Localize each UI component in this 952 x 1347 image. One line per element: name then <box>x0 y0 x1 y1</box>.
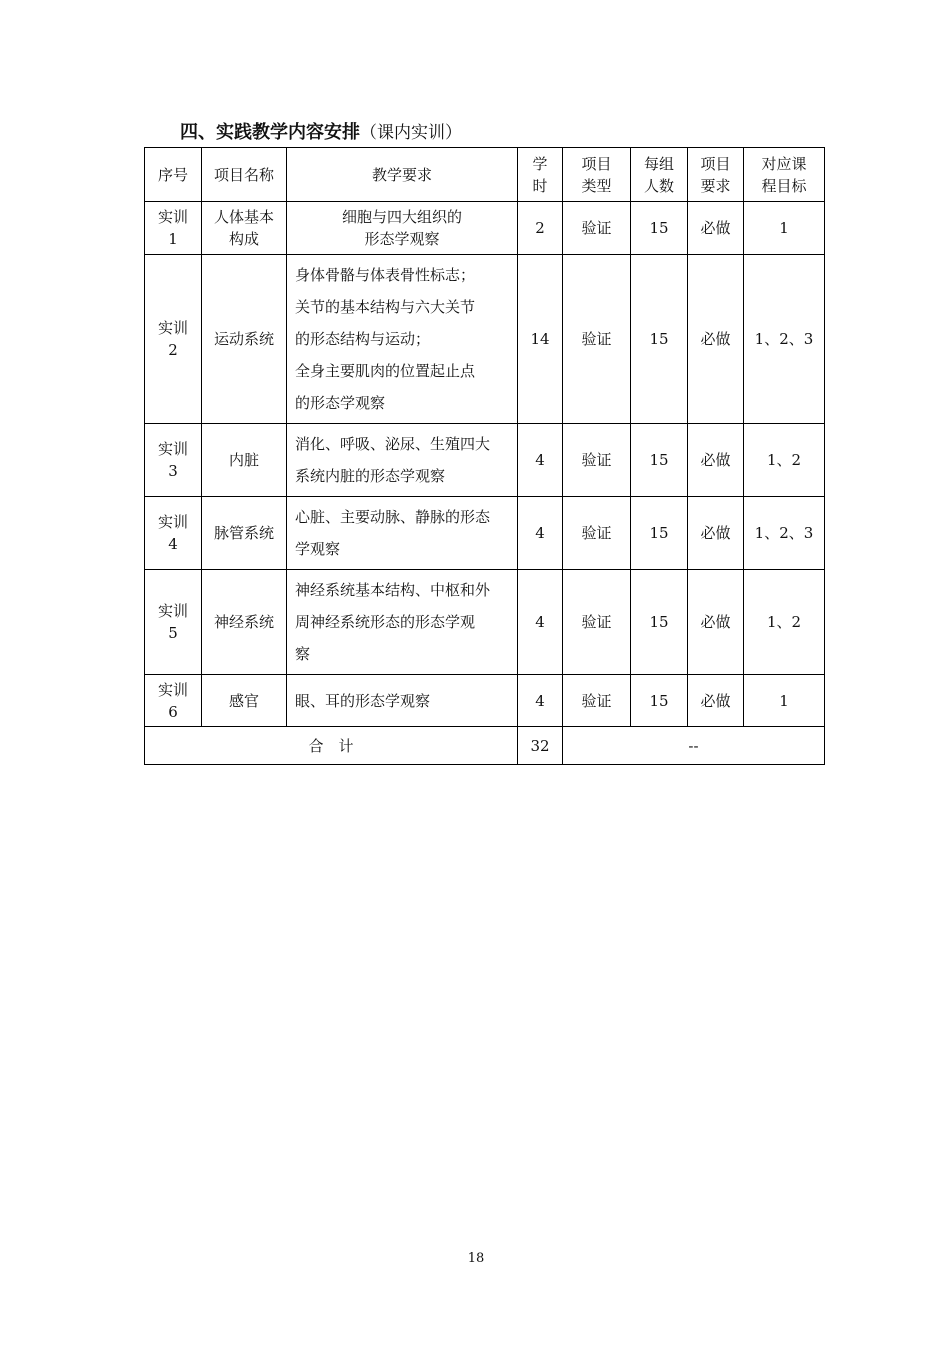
table-row <box>145 202 825 255</box>
req-line: 的形态结构与运动； <box>295 330 431 348</box>
header-hours <box>518 148 563 202</box>
header-goal-line2: 程目标 <box>761 176 807 195</box>
seq-line2: 4 <box>168 535 178 553</box>
cell-name: 神经系统 <box>202 570 287 675</box>
header-must <box>688 148 744 202</box>
table-row <box>145 255 825 424</box>
req-line: 学观察 <box>295 540 341 558</box>
cell-seq <box>145 675 202 727</box>
req-line: 察 <box>295 645 311 663</box>
table-header-row <box>145 148 825 202</box>
header-must-line2: 要求 <box>700 176 731 195</box>
header-name: 项目名称 <box>202 148 287 202</box>
cell-name: 内脏 <box>202 424 287 497</box>
req-line: 眼、耳的形态学观察 <box>295 691 431 710</box>
cell-requirement <box>287 675 518 727</box>
seq-line1: 实训 <box>157 602 188 620</box>
seq-line1: 实训 <box>157 319 188 337</box>
cell-must: 必做 <box>688 424 744 497</box>
cell-goal: 1、2 <box>744 570 825 675</box>
seq-line2: 6 <box>168 702 178 721</box>
cell-hours: 14 <box>518 255 563 424</box>
cell-goal: 1、2 <box>744 424 825 497</box>
req-line: 全身主要肌肉的位置起止点 <box>295 362 476 380</box>
practice-schedule-table <box>144 147 825 765</box>
table-row <box>145 570 825 675</box>
cell-seq <box>145 424 202 497</box>
section-title: 四、实践教学内容安排 <box>180 122 360 143</box>
seq-line1: 实训 <box>157 680 188 699</box>
req-line: 细胞与四大组织的 <box>341 208 462 226</box>
cell-requirement <box>287 202 518 255</box>
section-heading <box>180 120 462 146</box>
cell-name: 运动系统 <box>202 255 287 424</box>
cell-group: 15 <box>631 570 688 675</box>
req-line: 心脏、主要动脉、静脉的形态 <box>295 508 491 526</box>
header-goal <box>744 148 825 202</box>
table-row <box>145 497 825 570</box>
table-total-row <box>145 727 825 765</box>
table-row <box>145 424 825 497</box>
header-requirement: 教学要求 <box>287 148 518 202</box>
req-line: 消化、呼吸、泌尿、生殖四大 <box>295 435 491 453</box>
header-type-line2: 类型 <box>581 176 612 195</box>
section-subtitle: （课内实训） <box>360 123 462 143</box>
total-label: 合 计 <box>145 727 518 765</box>
cell-type: 验证 <box>563 497 631 570</box>
cell-hours: 4 <box>518 424 563 497</box>
cell-type: 验证 <box>563 202 631 255</box>
name-line2: 构成 <box>228 230 259 248</box>
header-must-line1: 项目 <box>700 154 731 173</box>
cell-goal: 1、2、3 <box>744 255 825 424</box>
total-hours: 32 <box>518 727 563 765</box>
header-hours-line2: 时 <box>532 176 548 195</box>
cell-must: 必做 <box>688 497 744 570</box>
cell-group: 15 <box>631 424 688 497</box>
header-group <box>631 148 688 202</box>
cell-seq <box>145 497 202 570</box>
cell-hours: 4 <box>518 675 563 727</box>
cell-name <box>202 202 287 255</box>
seq-line2: 5 <box>168 624 178 642</box>
cell-type: 验证 <box>563 424 631 497</box>
cell-goal: 1 <box>744 202 825 255</box>
cell-type: 验证 <box>563 255 631 424</box>
header-type <box>563 148 631 202</box>
cell-seq <box>145 570 202 675</box>
header-group-line2: 人数 <box>643 176 674 195</box>
cell-seq <box>145 255 202 424</box>
seq-line2: 1 <box>168 230 178 248</box>
total-rest: -- <box>563 727 825 765</box>
seq-line1: 实训 <box>157 440 188 458</box>
table-row <box>145 675 825 727</box>
cell-must: 必做 <box>688 255 744 424</box>
header-type-line1: 项目 <box>581 154 612 173</box>
req-line: 的形态学观察 <box>295 394 386 412</box>
cell-name: 脉管系统 <box>202 497 287 570</box>
cell-seq <box>145 202 202 255</box>
cell-group: 15 <box>631 202 688 255</box>
seq-line1: 实训 <box>157 513 188 531</box>
cell-type: 验证 <box>563 570 631 675</box>
header-hours-line1: 学 <box>532 154 548 173</box>
cell-requirement <box>287 424 518 497</box>
header-group-line1: 每组 <box>643 154 674 173</box>
cell-requirement <box>287 570 518 675</box>
cell-hours: 4 <box>518 570 563 675</box>
cell-must: 必做 <box>688 675 744 727</box>
req-line: 神经系统基本结构、中枢和外 <box>295 581 491 599</box>
cell-type: 验证 <box>563 675 631 727</box>
cell-hours: 4 <box>518 497 563 570</box>
req-line: 周神经系统形态的形态学观 <box>295 613 476 631</box>
cell-must: 必做 <box>688 570 744 675</box>
req-line: 关节的基本结构与六大关节 <box>295 298 476 316</box>
cell-goal: 1 <box>744 675 825 727</box>
cell-requirement <box>287 255 518 424</box>
req-line: 形态学观察 <box>364 230 440 248</box>
req-line: 身体骨骼与体表骨性标志； <box>295 266 476 284</box>
cell-must: 必做 <box>688 202 744 255</box>
seq-line1: 实训 <box>157 208 188 226</box>
cell-group: 15 <box>631 255 688 424</box>
page-number: 18 <box>467 1251 485 1266</box>
header-goal-line1: 对应课 <box>761 154 807 173</box>
cell-name: 感官 <box>202 675 287 727</box>
seq-line2: 2 <box>168 341 178 359</box>
cell-group: 15 <box>631 675 688 727</box>
seq-line2: 3 <box>168 462 178 480</box>
cell-goal: 1、2、3 <box>744 497 825 570</box>
cell-hours: 2 <box>518 202 563 255</box>
name-line1: 人体基本 <box>213 208 274 226</box>
cell-group: 15 <box>631 497 688 570</box>
cell-requirement <box>287 497 518 570</box>
req-line: 系统内脏的形态学观察 <box>295 467 446 485</box>
header-seq: 序号 <box>145 148 202 202</box>
